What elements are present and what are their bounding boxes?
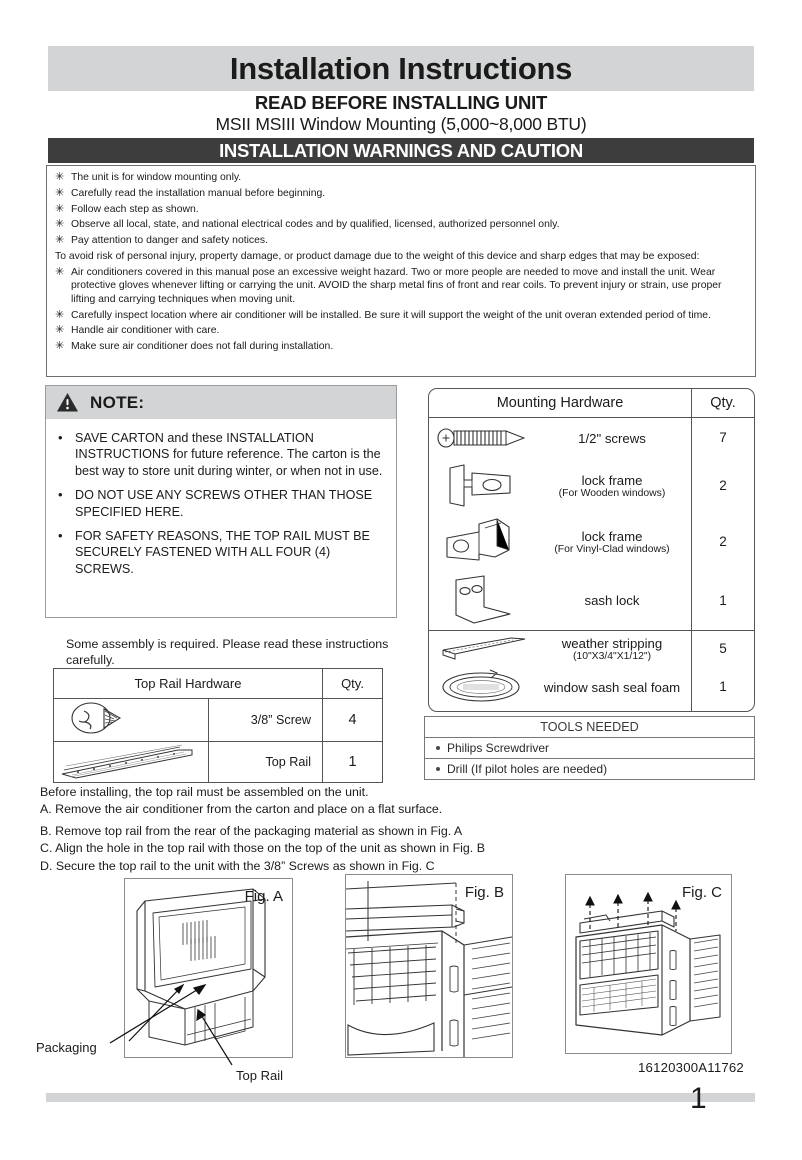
asterisk-icon: ✳ [55, 340, 65, 353]
table-cell-qty [692, 707, 754, 712]
warning-item [55, 309, 747, 323]
figure-b-drawing [346, 875, 512, 1057]
table-header-row [54, 669, 383, 699]
page-number: 1 [690, 1082, 707, 1115]
table-cell-name [537, 473, 691, 499]
warning-paragraph: To avoid risk of personal injury, property damage, or product damage due to the weight of this device and sharp edges that may be exposed: [55, 250, 700, 262]
asterisk-icon: ✳ [55, 218, 65, 231]
table-cell-qty: 2 [719, 478, 727, 493]
step-item-b: B. Remove top rail from the rear of the packaging material as shown in Fig. A [40, 823, 463, 838]
figure-a [124, 878, 293, 1058]
warning-item-text: Make sure air conditioner does not fall during installation. [71, 341, 334, 353]
table-cell-qty: 2 [719, 534, 727, 549]
figure-b-label: Fig. B [464, 884, 504, 901]
item-name: weather stripping [561, 636, 663, 651]
subtitle-read-before: READ BEFORE INSTALLING UNIT [254, 92, 548, 113]
figure-c-label: Fig. C [681, 884, 722, 901]
item-name: Top Rail [209, 742, 323, 783]
tools-needed-box [424, 716, 755, 780]
warnings-header-label: INSTALLATION WARNINGS AND CAUTION [219, 140, 583, 161]
lock-frame-vinyl-icon [429, 516, 537, 568]
warning-item-text: Carefully inspect location where air conditioner will be installed. Be sure it will support the weight of the unit overan extended period of time. [71, 309, 711, 321]
title-banner [48, 46, 754, 91]
note-item-text: FOR SAFETY REASONS, THE TOP RAIL MUST BE SECURELY FASTENED WITH ALL FOUR (4) SCREWS. [75, 529, 370, 576]
steps-intro: Before installing, the top rail must be assembled on the unit. [40, 785, 369, 799]
warning-item [55, 266, 747, 307]
tools-item: Drill (If pilot holes are needed) [425, 759, 754, 779]
table-row [54, 699, 383, 742]
mounting-hardware-header-row [429, 389, 754, 418]
item-subnote: (10"X3/4"X1/12") [572, 651, 652, 662]
lock-frame-wooden-icon [429, 462, 537, 510]
asterisk-icon: ✳ [55, 324, 65, 337]
bullet-icon: • [58, 528, 63, 544]
mounting-hardware-qty-header: Qty. [710, 395, 736, 411]
screw-icon [429, 427, 537, 449]
warnings-header-bar [48, 138, 754, 163]
note-header-label: NOTE: [90, 392, 145, 412]
mounting-hardware-header-label: Mounting Hardware [429, 389, 692, 417]
figure-b [345, 874, 513, 1058]
subtitle-model: MSII MSIII Window Mounting (5,000~8,000 BTU) [215, 114, 587, 134]
table-cell-qty: 1 [719, 593, 727, 608]
tools-item: Philips Screwdriver [425, 738, 754, 759]
warning-item [55, 218, 747, 232]
note-item [58, 487, 384, 520]
top-rail-hardware-table [53, 668, 383, 783]
part-number: 16120300A11762 [638, 1060, 744, 1075]
table-cell-name [537, 529, 691, 555]
mounting-hardware-section-2 [429, 630, 754, 712]
table-row [54, 742, 383, 783]
table-cell-name [537, 431, 691, 446]
item-name: 1/2" screws [578, 430, 646, 446]
item-name: sash lock [584, 593, 640, 608]
top-rail-qty-header: Qty. [323, 669, 383, 699]
mounting-hardware-qty-col [692, 418, 754, 630]
note-item-text: DO NOT USE ANY SCREWS OTHER THAN THOSE SPECIFIED HERE. [75, 488, 373, 519]
warnings-box [46, 165, 756, 377]
bullet-icon: • [58, 430, 63, 445]
screw-head-icon [54, 699, 209, 742]
asterisk-icon: ✳ [55, 308, 65, 321]
table-row [429, 571, 691, 630]
warning-triangle-icon [56, 392, 79, 413]
assembly-note: Some assembly is required. Please read these instructions carefully. [66, 637, 389, 667]
item-name: lock frame [581, 529, 643, 544]
table-cell-qty: 1 [323, 742, 383, 783]
warning-item [55, 234, 747, 248]
item-subnote: (For Wooden windows) [558, 487, 666, 499]
table-cell-qty: 1 [719, 679, 727, 694]
item-name: window sash seal foam [543, 679, 681, 695]
note-item-text: SAVE CARTON and these INSTALLATION INSTRUCTIONS for future reference. The carton is the best way to store unit during winter, or when not in use. [75, 431, 383, 478]
table-cell-qty: 4 [323, 699, 383, 742]
figure-c [565, 874, 732, 1054]
table-row [429, 458, 691, 513]
top-rail-icon [54, 742, 209, 783]
mounting-hardware-section-1 [429, 418, 754, 630]
step-item-d: D. Secure the top rail to the unit with the 3/8” Screws as shown in Fig. C [40, 858, 435, 873]
mounting-hardware-table [428, 388, 755, 712]
item-subnote: (For Vinyl-Clad windows) [554, 544, 670, 555]
mounting-hardware-qty-col-2 [692, 631, 754, 712]
top-rail-header-label: Top Rail Hardware [54, 669, 323, 699]
warning-item-text: Handle air conditioner with care. [71, 325, 220, 337]
table-row [429, 631, 691, 667]
table-row [429, 513, 691, 571]
warning-item-text: Air conditioners covered in this manual pose an excessive weight hazard. Two or more people are needed to move and install the unit. Wear protective gloves whenever lifting or carrying the unit. AVOID the sharp metal fins of front and rear coils. To prevent injury or strain, use proper lifting and carrying techniques when moving unit. [71, 266, 722, 305]
table-row [429, 707, 691, 712]
insulation-panel-icon [429, 709, 537, 712]
item-name: 3/8” Screw [209, 699, 323, 742]
mounting-hardware-items-col-2 [429, 631, 692, 712]
warning-item-text: The unit is for window mounting only. [71, 172, 242, 183]
asterisk-icon: ✳ [55, 265, 65, 278]
warning-item [55, 340, 747, 354]
warning-item-text: Observe all local, state, and national electrical codes and by qualified, licensed, authorized personnel only. [71, 219, 560, 231]
step-item-c: C. Align the hole in the top rail with those on the top of the unit as shown in Fig. B [40, 841, 485, 856]
step-item-a: A. Remove the air conditioner from the carton and place on a flat surface. [40, 802, 443, 817]
asterisk-icon: ✳ [55, 202, 65, 215]
warning-item-text: Follow each step as shown. [71, 203, 199, 215]
callout-top-rail-label: Top Rail [236, 1068, 283, 1083]
table-cell-qty: 5 [719, 641, 727, 656]
callout-packaging-label: Packaging [36, 1040, 97, 1055]
mounting-hardware-items-col [429, 418, 692, 630]
weather-stripping-icon [429, 636, 537, 662]
figure-c-drawing [566, 875, 731, 1053]
table-cell-name [537, 680, 691, 695]
note-item [58, 430, 384, 479]
steps-list [40, 784, 660, 875]
note-body [46, 419, 396, 585]
note-header-bar [46, 386, 396, 419]
warning-item [55, 203, 747, 217]
asterisk-icon: ✳ [55, 171, 65, 183]
asterisk-icon: ✳ [55, 234, 65, 247]
note-item [58, 528, 384, 577]
table-cell-name [537, 636, 691, 662]
table-cell-name [537, 593, 691, 608]
warning-item-text: Carefully read the installation manual before beginning. [71, 187, 326, 199]
tools-needed-header: TOOLS NEEDED [425, 717, 754, 738]
table-row [429, 418, 691, 458]
asterisk-icon: ✳ [55, 186, 65, 199]
warning-item [55, 187, 747, 201]
note-box [45, 385, 397, 618]
page-title: Installation Instructions [229, 51, 573, 86]
table-cell-qty: 7 [719, 430, 727, 445]
sash-lock-icon [429, 574, 537, 628]
figure-a-label: Fig. A [244, 888, 283, 905]
seal-foam-icon [429, 668, 537, 706]
bullet-icon: • [58, 487, 63, 503]
warning-item-text: Pay attention to danger and safety notices. [71, 235, 268, 247]
warning-item [55, 171, 747, 185]
table-row [429, 667, 691, 707]
figure-a-drawing [125, 879, 292, 1057]
warning-item [55, 324, 747, 338]
item-name: lock frame [581, 472, 643, 488]
footer-bar [46, 1093, 755, 1102]
